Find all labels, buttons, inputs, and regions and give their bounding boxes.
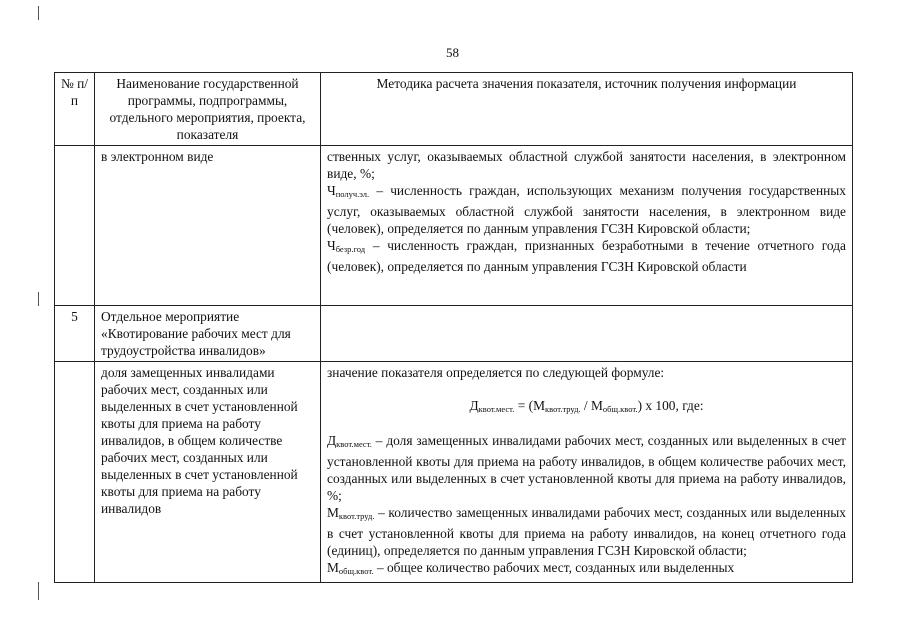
header-number: № п/п bbox=[55, 73, 95, 146]
binding-mark-top bbox=[38, 6, 39, 20]
variable-definition: $Ч_{получ.эл.}$ – численность граждан, использующих механизм получения государственных услуг, оказываемых областной службой занятости населения, в электронном виде (человек), определяется по данным управления ГСЗН Кировской области; bbox=[327, 183, 846, 236]
methodology-cell bbox=[321, 306, 853, 362]
variable-definition: $М_{квот.труд.}$ – количество замещенных инвалидами рабочих мест, созданных или выделенных в счет установленной квоты для приема на работу инвалидов, на конец отчетного года (единиц), определяется по данным управления ГСЗН Кировской области; bbox=[327, 505, 846, 558]
methodology-paragraph: ственных услуг, оказываемых областной службой занятости населения, в электронном виде, %; bbox=[327, 149, 846, 181]
row-number bbox=[55, 362, 95, 583]
methodology-intro: значение показателя определяется по следующей формуле: bbox=[327, 365, 665, 380]
indicator-name: доля замещенных инвалидами рабочих мест, созданных или выделенных в счет установленной квоты для приема на работу инвалидов, в общем количестве рабочих мест, созданных или выделенных в счет установленной квоты для приема на работу инвалидов bbox=[95, 362, 321, 583]
activity-name: Отдельное мероприятие «Квотирование рабочих мест для трудоустройства инвалидов» bbox=[95, 306, 321, 362]
table-row bbox=[55, 146, 853, 306]
row-number bbox=[55, 146, 95, 306]
header-name: Наименование государственной программы, подпрограммы, отдельного мероприятия, проекта, показателя bbox=[95, 73, 321, 146]
methodology-table bbox=[54, 72, 853, 583]
table-row bbox=[55, 306, 853, 362]
methodology-cell bbox=[321, 362, 853, 583]
table-row bbox=[55, 362, 853, 583]
variable-definition: $М_{общ.квот.}$ – общее количество рабочих мест, созданных или выделенных bbox=[327, 560, 735, 576]
row-number: 5 bbox=[55, 306, 95, 362]
variable-definition: $Ч_{безр.год}$ – численность граждан, признанных безработными в течение отчетного года (человек), определяется по данным управления ГСЗН Кировской области bbox=[327, 238, 846, 274]
header-methodology: Методика расчета значения показателя, источник получения информации bbox=[321, 73, 853, 146]
page-number: 58 bbox=[446, 45, 459, 60]
indicator-name: в электронном виде bbox=[95, 146, 321, 306]
binding-mark-bottom bbox=[38, 582, 39, 600]
binding-mark-middle bbox=[38, 292, 39, 306]
table-header-row bbox=[55, 73, 853, 146]
variable-definition: $Д_{квот.мест.}$ – доля замещенных инвалидами рабочих мест, созданных или выделенных в счет установленной квоты для приема на работу инвалидов, в общем количестве рабочих мест, созданных или выделенных в счет установленной квоты для приема на работу инвалидов, %; bbox=[327, 433, 846, 503]
calculation-formula: $Д_{квот.мест.} = (М_{квот.труд.} / М_{общ.квот.})$ х 100, где: bbox=[469, 398, 704, 414]
methodology-cell bbox=[321, 146, 853, 306]
